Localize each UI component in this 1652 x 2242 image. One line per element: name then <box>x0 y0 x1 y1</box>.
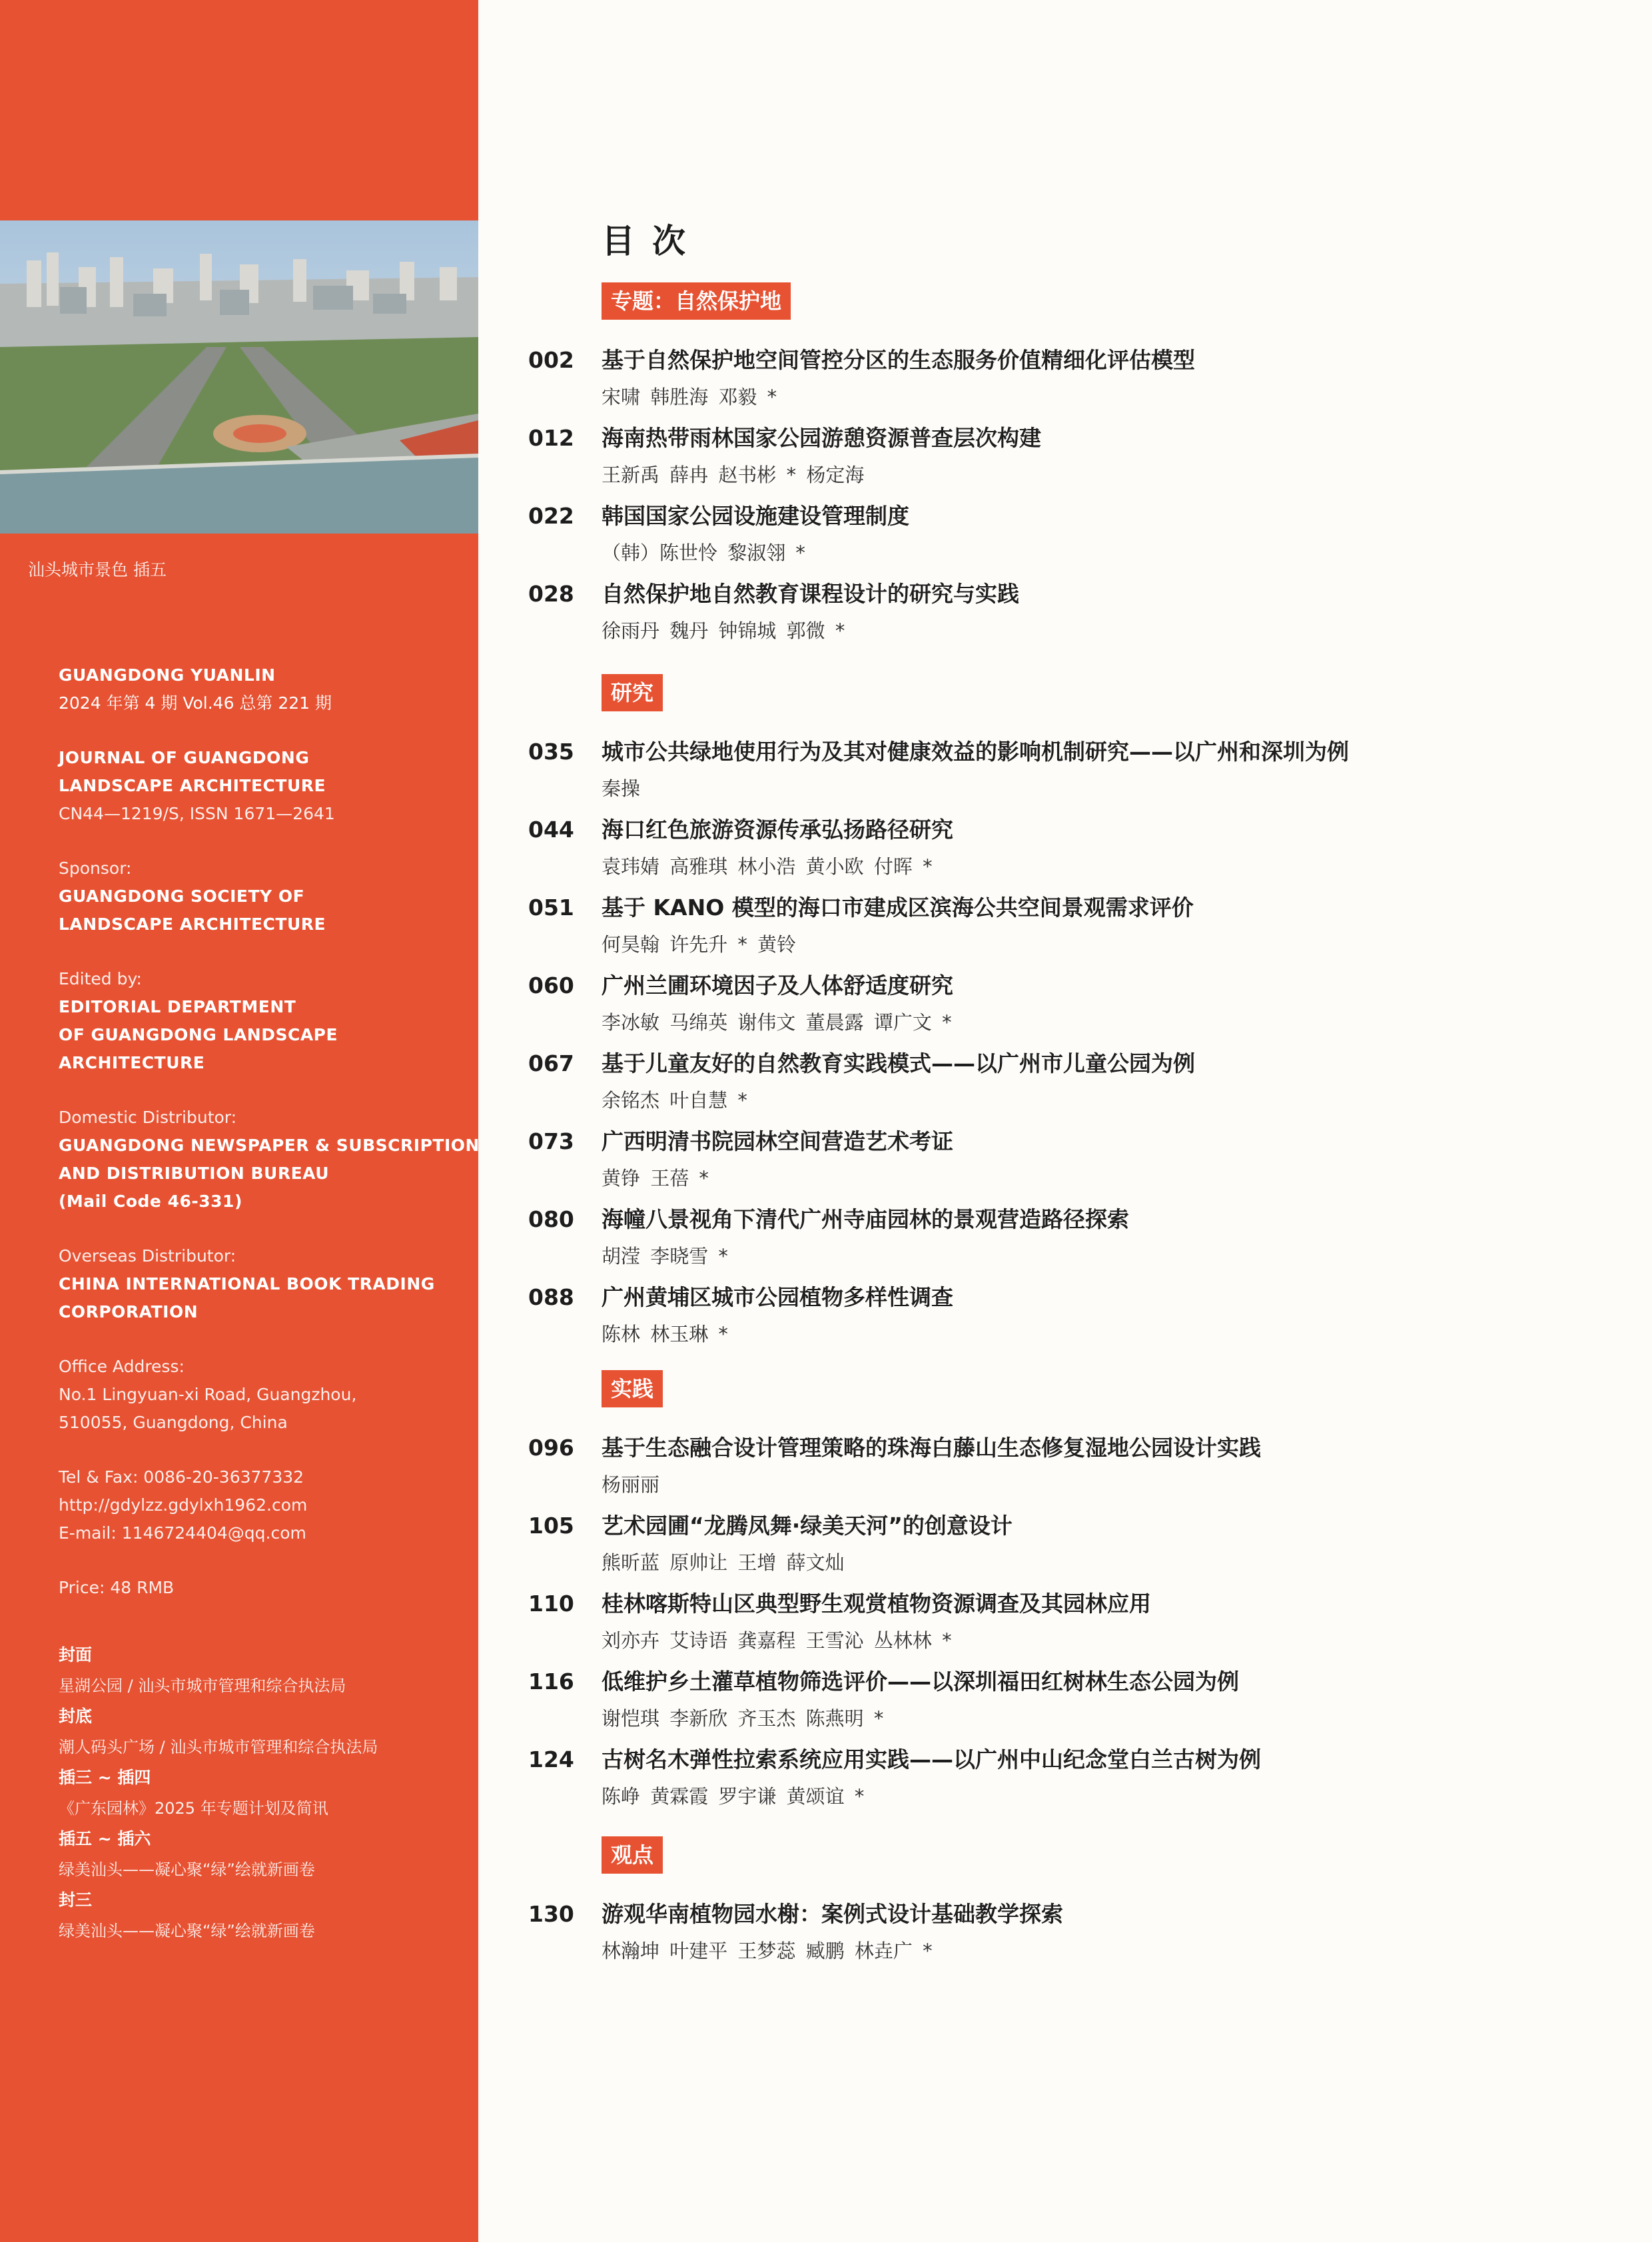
domestic-label: Domestic Distributor: <box>59 1108 237 1127</box>
toc-article-title[interactable]: 城市公共绿地使用行为及其对健康效益的影响机制研究——以广州和深圳为例 <box>602 739 1349 765</box>
toc-article-authors: 袁玮婧 高雅琪 林小浩 黄小欧 付晖 * <box>602 855 933 878</box>
photo-caption: 汕头城市景色 插五 <box>28 560 167 579</box>
credit-text: 星湖公园 / 汕头市城市管理和综合执法局 <box>59 1677 346 1695</box>
toc-article-authors: 何昊翰 许先升 * 黄铃 <box>602 933 797 956</box>
toc-page-number: 080 <box>528 1206 574 1232</box>
toc-page-number: 012 <box>528 425 574 451</box>
image-credits <box>59 1640 465 1946</box>
credit-label: 插三 ~ 插四 <box>59 1768 151 1787</box>
toc-article-title[interactable]: 海幢八景视角下清代广州寺庙园林的景观营造路径探索 <box>602 1206 1129 1232</box>
toc-title: 目次 <box>602 222 703 260</box>
toc-page-number: 105 <box>528 1513 574 1539</box>
office-address-2: 510055, Guangdong, China <box>59 1413 288 1432</box>
toc-article-authors: 熊昕蓝 原帅让 王增 薛文灿 <box>602 1551 845 1574</box>
toc-article-title[interactable]: 基于 KANO 模型的海口市建成区滨海公共空间景观需求评价 <box>602 895 1194 921</box>
toc-page-number: 110 <box>528 1591 574 1617</box>
overseas-distributor-block <box>59 1242 465 1326</box>
journal-block <box>59 744 465 828</box>
issue-info: 2024 年第 4 期 Vol.46 总第 221 期 <box>59 693 332 713</box>
toc-page-number: 116 <box>528 1669 574 1694</box>
credit-label: 封面 <box>59 1645 93 1665</box>
journal-ids: CN44—1219/S, ISSN 1671—2641 <box>59 804 335 823</box>
toc-page-number: 073 <box>528 1128 574 1154</box>
toc-article-authors: 陈林 林玉琳 * <box>602 1323 728 1345</box>
toc-page-number: 051 <box>528 895 574 921</box>
contact-block <box>59 1463 465 1547</box>
colophon-title-block <box>59 661 465 717</box>
toc-article-authors: 秦操 <box>602 777 641 800</box>
credit-text: 绿美汕头——凝心聚“绿”绘就新画卷 <box>59 1860 315 1879</box>
domestic-name-2: AND DISTRIBUTION BUREAU <box>59 1164 330 1183</box>
website-link[interactable]: http://gdylzz.gdylxh1962.com <box>59 1495 308 1515</box>
price: Price: 48 RMB <box>59 1578 175 1597</box>
toc-article-title[interactable]: 广西明清书院园林空间营造艺术考证 <box>602 1128 953 1154</box>
domestic-name-3: (Mail Code 46-331) <box>59 1192 242 1211</box>
toc-article-authors: 余铭杰 叶自慧 * <box>602 1089 747 1112</box>
toc-article-title[interactable]: 游观华南植物园水榭：案例式设计基础教学探索 <box>602 1901 1063 1927</box>
section-badge-practice: 实践 <box>602 1370 663 1407</box>
toc-page-number: 028 <box>528 581 574 607</box>
tel-fax: Tel & Fax: 0086-20-36377332 <box>59 1467 304 1487</box>
office-label: Office Address: <box>59 1357 185 1376</box>
toc-article-title[interactable]: 低维护乡土灌草植物筛选评价——以深圳福田红树林生态公园为例 <box>602 1669 1239 1694</box>
toc-article-title[interactable]: 基于自然保护地空间管控分区的生态服务价值精细化评估模型 <box>602 347 1195 373</box>
edited-label: Edited by: <box>59 969 142 988</box>
toc-article-title[interactable]: 韩国国家公园设施建设管理制度 <box>602 503 909 529</box>
toc-article-authors: 谢恺琪 李新欣 齐玉杰 陈燕明 * <box>602 1707 884 1730</box>
journal-english-name-1: JOURNAL OF GUANGDONG <box>59 748 310 767</box>
toc-article-title[interactable]: 基于儿童友好的自然教育实践模式——以广州市儿童公园为例 <box>602 1050 1195 1076</box>
toc-page-number: 096 <box>528 1435 574 1461</box>
overseas-label: Overseas Distributor: <box>59 1246 236 1266</box>
toc-article-title[interactable]: 古树名木弹性拉索系统应用实践——以广州中山纪念堂白兰古树为例 <box>602 1746 1261 1772</box>
toc-article-authors: 陈峥 黄霖霞 罗宇谦 黄颂谊 * <box>602 1785 865 1808</box>
toc-article-title[interactable]: 海口红色旅游资源传承弘扬路径研究 <box>602 817 953 843</box>
toc-article-authors: 林瀚坤 叶建平 王梦蕊 臧鹏 林垚广 * <box>602 1940 933 1962</box>
credit-label: 封三 <box>59 1890 93 1910</box>
city-photo-illustration <box>0 220 478 534</box>
toc-article-authors: 李冰敏 马绵英 谢伟文 董晨露 谭广文 * <box>602 1011 952 1034</box>
journal-english-name-2: LANDSCAPE ARCHITECTURE <box>59 776 326 795</box>
toc-article-authors: 宋啸 韩胜海 邓毅 * <box>602 386 777 408</box>
sponsor-name-1: GUANGDONG SOCIETY OF <box>59 887 305 906</box>
toc-page-number: 044 <box>528 817 574 843</box>
sponsor-block <box>59 855 465 938</box>
section-badge-viewpoint: 观点 <box>602 1836 663 1874</box>
toc-article-title[interactable]: 海南热带雨林国家公园游憩资源普查层次构建 <box>602 425 1041 451</box>
toc-article-authors: 杨丽丽 <box>602 1473 660 1496</box>
toc-page-number: 022 <box>528 503 574 529</box>
overseas-name-1: CHINA INTERNATIONAL BOOK TRADING <box>59 1274 435 1294</box>
section-badge-research: 研究 <box>602 674 663 711</box>
toc-article-title[interactable]: 广州兰圃环境因子及人体舒适度研究 <box>602 972 953 998</box>
credit-label: 封底 <box>59 1706 93 1726</box>
toc-article-authors: 王新禹 薛冉 赵书彬 * 杨定海 <box>602 464 865 486</box>
toc-article-title[interactable]: 艺术园圃“龙腾凤舞·绿美天河”的创意设计 <box>602 1513 1013 1539</box>
sponsor-label: Sponsor: <box>59 859 132 878</box>
credit-label: 插五 ~ 插六 <box>59 1829 151 1848</box>
domestic-distributor-block <box>59 1104 480 1216</box>
office-block <box>59 1353 465 1437</box>
toc-article-title[interactable]: 自然保护地自然教育课程设计的研究与实践 <box>602 581 1019 607</box>
sidebar <box>0 0 478 2242</box>
editor-name-2: OF GUANGDONG LANDSCAPE <box>59 1025 338 1044</box>
domestic-name-1: GUANGDONG NEWSPAPER & SUBSCRIPTION <box>59 1136 480 1155</box>
toc-page-number: 067 <box>528 1050 574 1076</box>
credit-text: 潮人码头广场 / 汕头市城市管理和综合执法局 <box>59 1738 378 1756</box>
editor-name-3: ARCHITECTURE <box>59 1053 205 1072</box>
toc-article-authors: 黄铮 王蓓 * <box>602 1167 709 1190</box>
toc-article-authors: 胡滢 李晓雪 * <box>602 1245 728 1268</box>
journal-name: GUANGDONG YUANLIN <box>59 665 276 685</box>
office-address-1: No.1 Lingyuan-xi Road, Guangzhou, <box>59 1385 357 1404</box>
credit-text: 绿美汕头——凝心聚“绿”绘就新画卷 <box>59 1922 315 1940</box>
toc-article-title[interactable]: 广州黄埔区城市公园植物多样性调查 <box>602 1284 953 1310</box>
toc-page-number: 088 <box>528 1284 574 1310</box>
editor-name-1: EDITORIAL DEPARTMENT <box>59 997 296 1016</box>
toc-page-number: 130 <box>528 1901 574 1927</box>
price-block <box>59 1574 465 1602</box>
toc-article-title[interactable]: 桂林喀斯特山区典型野生观赏植物资源调查及其园林应用 <box>602 1591 1151 1617</box>
toc-page-number: 002 <box>528 347 574 373</box>
toc-article-authors: 刘亦卉 艾诗语 龚嘉程 王雪沁 丛林林 * <box>602 1629 952 1652</box>
colophon <box>59 661 480 1629</box>
toc-page-number: 035 <box>528 739 574 765</box>
toc-article-authors: 徐雨丹 魏丹 钟锦城 郭微 * <box>602 619 845 642</box>
toc-page-number: 124 <box>528 1746 574 1772</box>
sponsor-name-2: LANDSCAPE ARCHITECTURE <box>59 915 326 934</box>
toc-article-title[interactable]: 基于生态融合设计管理策略的珠海白藤山生态修复湿地公园设计实践 <box>602 1435 1261 1461</box>
credit-text: 《广东园林》2025 年专题计划及简讯 <box>59 1799 328 1818</box>
editor-block <box>59 965 465 1077</box>
city-aerial-photo <box>0 220 478 534</box>
email-link[interactable]: E-mail: 1146724404@qq.com <box>59 1523 306 1543</box>
overseas-name-2: CORPORATION <box>59 1302 199 1321</box>
toc-page-number: 060 <box>528 972 574 998</box>
section-badge-special-topic: 专题：自然保护地 <box>602 282 791 320</box>
toc-article-authors: （韩）陈世怜 黎淑翎 * <box>602 542 805 564</box>
